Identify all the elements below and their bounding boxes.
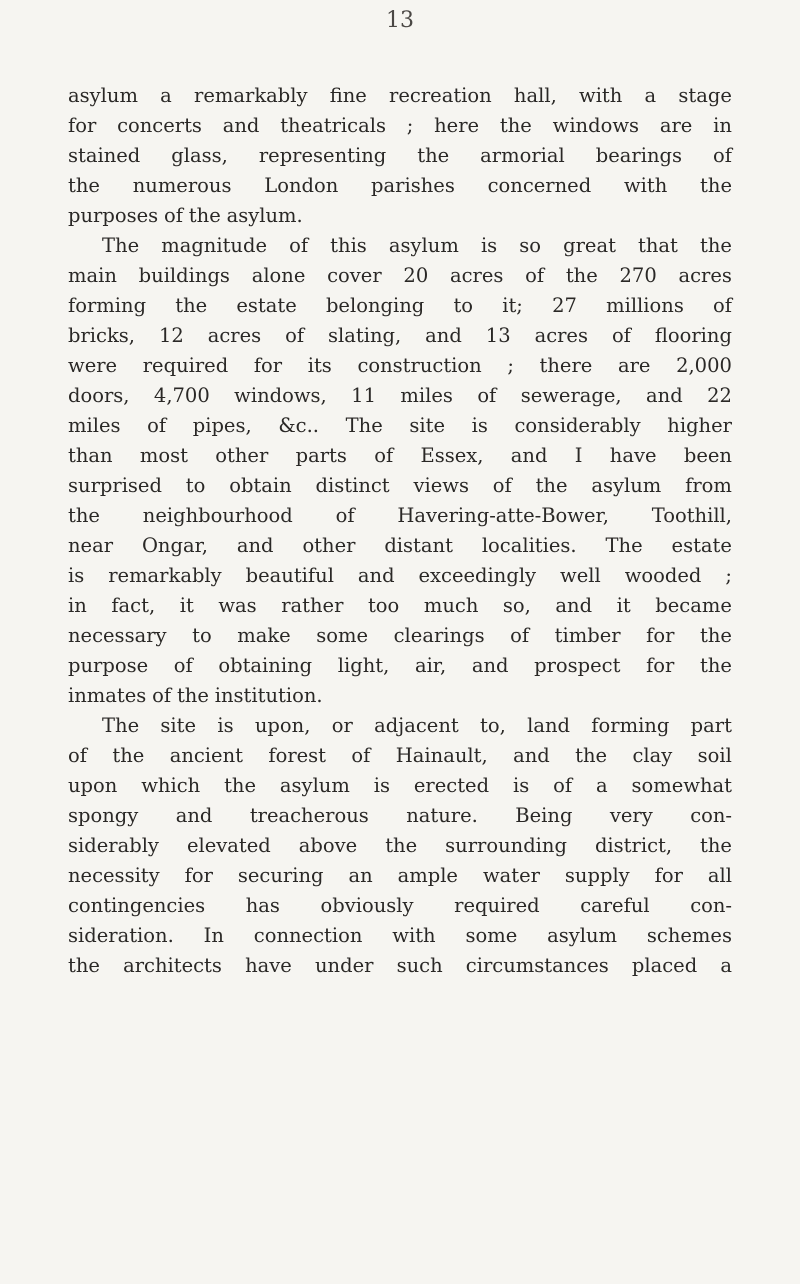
word: upon [68,774,118,797]
word: belonging [325,294,425,317]
word: it [179,594,194,617]
word: water [482,864,540,887]
word: upon, [254,714,311,737]
word: adjacent [374,714,459,737]
word: con- [690,894,732,917]
word: asylum [68,84,138,107]
word: for [646,624,675,647]
word: windows [552,114,640,137]
word: that [638,234,678,257]
word: schemes [646,924,732,947]
word: I [574,444,583,467]
word: site [160,714,197,737]
word: of [525,264,545,287]
text-line [68,771,732,801]
word: miles [400,384,453,407]
word: and [425,324,462,347]
word: clearings [393,624,485,647]
word: miles [68,414,121,437]
word: obtain [229,474,292,497]
word: hall, [513,84,557,107]
word: circumstances [465,954,609,977]
word: glass, [171,144,228,167]
word: Essex, [420,444,484,467]
word: of [147,414,167,437]
word: light, [337,654,390,677]
word: from [685,474,732,497]
word: ample [397,864,458,887]
word: stage [678,84,732,107]
word: siderably [68,834,159,857]
word: been [683,444,732,467]
word: the [188,204,221,227]
word: institution. [214,684,323,707]
word: required [454,894,540,917]
word: Havering-atte-Bower, [397,504,609,527]
word: rather [281,594,344,617]
word: buildings [138,264,230,287]
word: near [68,534,114,557]
word: of [477,384,497,407]
text-line [68,891,732,921]
word: 270 [619,264,657,287]
word: Hainault, [395,744,488,767]
word: to, [480,714,506,737]
text-line [68,411,732,441]
word: bearings [595,144,683,167]
word: of [510,624,530,647]
text-line [68,321,732,351]
word: and [555,594,593,617]
word: main [68,264,117,287]
word: to [453,294,474,317]
word: so, [502,594,531,617]
word: for [184,864,213,887]
word: clay [632,744,673,767]
word: windows, [234,384,327,407]
word: the [68,954,100,977]
text-line [68,291,732,321]
word: inmates [68,684,147,707]
word: for [253,354,283,377]
word: acres [534,324,588,347]
word: the [700,174,732,197]
word: concerned [487,174,592,197]
word: Ongar, [141,534,208,557]
word: with [623,174,668,197]
word: 20 [403,264,429,287]
word: exceedingly [418,564,537,587]
text-line [68,171,732,201]
text-line [68,621,732,651]
word: surrounding [445,834,567,857]
word: fine [329,84,367,107]
word: it; [502,294,523,317]
text-line [68,381,732,411]
word: the [699,234,732,257]
word: pipes, [192,414,252,437]
word: supply [564,864,630,887]
word: such [396,954,443,977]
text-line [68,801,732,831]
text-line [68,921,732,951]
word: remarkably [194,84,308,107]
word: London [264,174,339,197]
word: ; [406,114,414,137]
word: 2,000 [676,354,732,377]
word: which [141,774,201,797]
word: architects [123,954,222,977]
word: soil [697,744,732,767]
word: or [331,714,353,737]
word: of [335,504,355,527]
word: In [203,924,224,947]
word: beautiful [245,564,334,587]
word: flooring [654,324,732,347]
word: higher [667,414,732,437]
word: and [175,804,213,827]
word: with [579,84,623,107]
word: considerably [514,414,641,437]
word: slating, [328,324,402,347]
text-line [68,591,732,621]
word: ; [725,564,732,587]
word: The [605,534,643,557]
word: of [289,234,309,257]
text-line [68,711,732,741]
word: is [512,774,530,797]
text-line [68,261,732,291]
word: and [513,744,550,767]
word: a [720,954,732,977]
word: distant [384,534,453,557]
word: of [152,684,172,707]
word: securing [237,864,324,887]
word: above [298,834,358,857]
word: connection [253,924,363,947]
word: other [215,444,269,467]
word: very [609,804,653,827]
word: for [654,864,683,887]
text-line [68,351,732,381]
text-line [68,141,732,171]
word: other [302,534,356,557]
word: ; [507,354,514,377]
word: numerous [132,174,232,197]
word: asylum [547,924,618,947]
word: is [471,414,488,437]
word: fact, [111,594,156,617]
word: to [185,474,206,497]
word: nature. [406,804,478,827]
word: its [307,354,332,377]
word: obviously [320,894,414,917]
word: the [417,144,450,167]
word: estate [671,534,732,557]
word: have [245,954,292,977]
word: surprised [68,474,162,497]
word: theatricals [280,114,386,137]
word: asylum [388,234,459,257]
word: ancient [169,744,243,767]
text-line [68,861,732,891]
word: The [102,714,140,737]
word: the [700,624,732,647]
word: are [617,354,651,377]
word: alone [251,264,306,287]
word: to [192,624,212,647]
text-line [68,231,732,261]
word: was [218,594,257,617]
word: great [563,234,616,257]
word: the [535,474,568,497]
word: well [560,564,601,587]
word: 11 [351,384,376,407]
word: the [224,774,257,797]
word: much [423,594,479,617]
word: remarkably [108,564,222,587]
word: 27 [552,294,577,317]
word: asylum. [226,204,303,227]
word: acres [449,264,504,287]
word: The [345,414,383,437]
word: cover [327,264,382,287]
word: bricks, [68,324,135,347]
word: localities. [481,534,577,557]
word: asylum [591,474,662,497]
word: erected [413,774,490,797]
word: have [609,444,657,467]
word: purposes [68,204,159,227]
text-line [68,81,732,111]
word: a [644,84,657,107]
word: is [217,714,234,737]
word: of [351,744,371,767]
word: is [373,774,390,797]
word: views [413,474,469,497]
word: 12 [158,324,184,347]
word: part [690,714,732,737]
word: the [112,744,145,767]
text-line [68,681,732,711]
word: is [480,234,498,257]
word: some [316,624,369,647]
word: of [553,774,573,797]
word: of [492,474,512,497]
text-line [68,561,732,591]
word: the [700,834,732,857]
word: obtaining [218,654,313,677]
word: treacherous [249,804,369,827]
word: required [142,354,229,377]
word: stained [68,144,141,167]
word: of [611,324,631,347]
word: necessity [68,864,160,887]
word: the [385,834,418,857]
word: elevated [186,834,271,857]
word: prospect [534,654,621,677]
word: and [471,654,509,677]
word: has [245,894,280,917]
word: estate [236,294,297,317]
word: it [616,594,631,617]
text-line [68,501,732,531]
word: millions [606,294,684,317]
word: of [374,444,394,467]
word: of [713,294,732,317]
word: here [434,114,480,137]
word: the [175,294,208,317]
body-text [68,81,732,981]
word: representing [258,144,387,167]
word: armorial [480,144,565,167]
word: Being [515,804,573,827]
word: the [176,684,209,707]
text-line [68,441,732,471]
word: is [68,564,85,587]
word: the [699,654,732,677]
word: all [707,864,732,887]
word: con- [690,804,732,827]
word: and [236,534,274,557]
word: contingencies [68,894,206,917]
word: parts [295,444,347,467]
word: magnitude [161,234,268,257]
word: most [139,444,188,467]
text-line [68,471,732,501]
word: sewerage, [520,384,622,407]
word: acres [207,324,262,347]
word: so [519,234,542,257]
word: The [102,234,140,257]
word: wooded [624,564,702,587]
word: in [713,114,732,137]
word: construction [357,354,482,377]
word: were [68,354,118,377]
word: 13 [485,324,511,347]
word: and [357,564,395,587]
word: forest [268,744,327,767]
word: forming [591,714,670,737]
word: are [659,114,693,137]
word: under [314,954,374,977]
text-line [68,951,732,981]
text-line [68,741,732,771]
word: 4,700 [153,384,210,407]
word: make [237,624,291,647]
word: of [163,204,183,227]
word: for [646,654,675,677]
word: district, [594,834,673,857]
text-line [68,201,732,231]
word: in [68,594,87,617]
word: a [595,774,608,797]
word: there [539,354,593,377]
word: with [392,924,436,947]
word: an [348,864,373,887]
word: asylum [279,774,350,797]
word: necessary [68,624,167,647]
word: placed [631,954,698,977]
word: a [160,84,172,107]
word: too [367,594,400,617]
word: parishes [371,174,455,197]
word: distinct [315,474,390,497]
word: the [68,174,100,197]
word: the [565,264,598,287]
word: of [173,654,193,677]
word: and [222,114,260,137]
word: site [409,414,445,437]
word: &c.. [278,414,319,437]
word: the [499,114,532,137]
word: the [68,504,100,527]
word: somewhat [631,774,732,797]
word: for [68,114,97,137]
word: than [68,444,113,467]
page-number: 13 [386,8,414,33]
word: purpose [68,654,149,677]
word: recreation [389,84,492,107]
word: air, [414,654,447,677]
text-line [68,531,732,561]
word: and [510,444,548,467]
word: timber [554,624,621,647]
text-line [68,831,732,861]
word: and [646,384,683,407]
word: of [713,144,732,167]
word: 22 [707,384,732,407]
text-line [68,111,732,141]
word: acres [678,264,732,287]
word: land [527,714,570,737]
word: neighbourhood [142,504,293,527]
text-line [68,651,732,681]
word: forming [68,294,147,317]
word: doors, [68,384,130,407]
word: this [330,234,367,257]
word: became [655,594,732,617]
word: of [68,744,87,767]
word: of [285,324,305,347]
word: Toothill, [651,504,732,527]
word: some [465,924,518,947]
word: careful [580,894,650,917]
word: spongy [68,804,139,827]
word: concerts [117,114,202,137]
word: the [575,744,608,767]
word: sideration. [68,924,174,947]
